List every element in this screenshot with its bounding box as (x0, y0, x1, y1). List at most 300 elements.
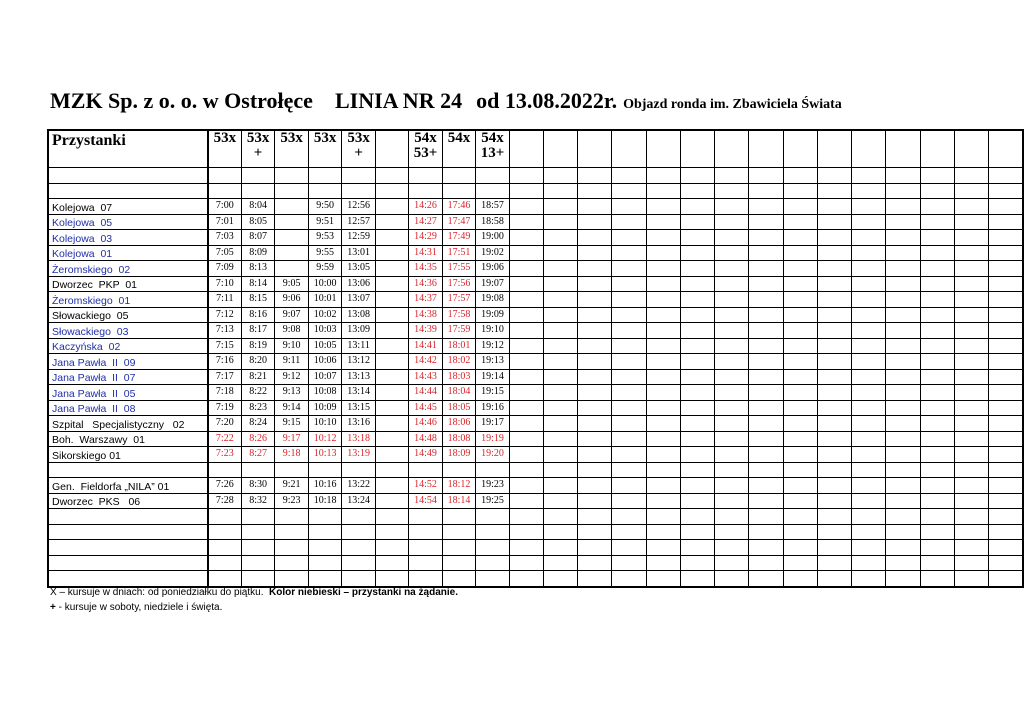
empty-cell (886, 478, 920, 494)
empty-cell (783, 354, 817, 370)
empty-cell (308, 168, 342, 184)
empty-cell (783, 400, 817, 416)
departure-time: 14:37 (409, 292, 443, 308)
empty-cell (646, 338, 680, 354)
empty-cell (680, 354, 714, 370)
empty-cell (920, 214, 954, 230)
empty-cell (954, 447, 988, 463)
empty-cell (715, 478, 749, 494)
departure-time: 18:06 (442, 416, 476, 432)
empty-cell (749, 199, 783, 215)
course-column-header: 53x + (342, 130, 376, 168)
empty-cell (612, 369, 646, 385)
empty-cell (544, 385, 578, 401)
course-column-header (886, 130, 920, 168)
empty-cell (852, 261, 886, 277)
empty-cell (612, 478, 646, 494)
empty-cell (578, 431, 612, 447)
departure-time: 8:14 (241, 276, 275, 292)
empty-cell (954, 245, 988, 261)
empty-cell (715, 509, 749, 525)
legend-color-note: Kolor niebieski – przystanki na żądanie. (269, 587, 458, 598)
stop-name: Jana Pawła II 07 (48, 369, 208, 385)
empty-cell (989, 168, 1023, 184)
empty-cell (646, 447, 680, 463)
empty-cell (578, 400, 612, 416)
departure-time: 19:10 (476, 323, 510, 339)
empty-cell (208, 168, 242, 184)
empty-cell (409, 509, 443, 525)
empty-cell (578, 524, 612, 540)
departure-time (375, 292, 408, 308)
departure-time: 14:26 (409, 199, 443, 215)
empty-cell (342, 509, 376, 525)
empty-cell (852, 431, 886, 447)
empty-cell (920, 261, 954, 277)
empty-cell (989, 462, 1023, 478)
empty-cell (509, 462, 543, 478)
departure-time (375, 493, 408, 509)
departure-time: 8:32 (241, 493, 275, 509)
stop-row (48, 431, 1023, 447)
empty-cell (680, 245, 714, 261)
empty-cell (544, 555, 578, 571)
empty-cell (817, 230, 851, 246)
departure-time: 7:20 (208, 416, 242, 432)
departure-time: 14:46 (409, 416, 443, 432)
empty-cell (886, 416, 920, 432)
empty-cell (715, 385, 749, 401)
empty-cell (989, 416, 1023, 432)
empty-cell (989, 493, 1023, 509)
empty-cell (989, 509, 1023, 525)
empty-cell (749, 509, 783, 525)
empty-cell (817, 323, 851, 339)
empty-cell (612, 168, 646, 184)
empty-cell (476, 168, 510, 184)
departure-time: 14:45 (409, 400, 443, 416)
departure-time: 8:26 (241, 431, 275, 447)
empty-cell (817, 292, 851, 308)
empty-cell (680, 447, 714, 463)
departure-time: 13:19 (342, 447, 376, 463)
stop-row (48, 493, 1023, 509)
empty-cell (509, 168, 543, 184)
empty-cell (817, 245, 851, 261)
empty-cell (749, 338, 783, 354)
legend-line-weekdays (50, 585, 458, 600)
legend (50, 585, 458, 615)
empty-cell (544, 540, 578, 556)
empty-cell (646, 385, 680, 401)
course-column-header: 53x (208, 130, 242, 168)
empty-cell (783, 478, 817, 494)
empty-cell (852, 307, 886, 323)
empty-cell (920, 447, 954, 463)
departure-time: 8:15 (241, 292, 275, 308)
departure-time: 19:25 (476, 493, 510, 509)
empty-cell (544, 261, 578, 277)
empty-cell (544, 571, 578, 587)
empty-cell (578, 509, 612, 525)
stop-name: Kolejowa 03 (48, 230, 208, 246)
departure-time: 8:22 (241, 385, 275, 401)
departure-time: 14:44 (409, 385, 443, 401)
departure-time: 8:30 (241, 478, 275, 494)
empty-cell (715, 462, 749, 478)
stop-row (48, 214, 1023, 230)
departure-time: 9:21 (275, 478, 309, 494)
departure-time: 9:12 (275, 369, 309, 385)
empty-cell (375, 509, 408, 525)
empty-cell (954, 509, 988, 525)
empty-cell (578, 462, 612, 478)
empty-cell (886, 323, 920, 339)
empty-cell (578, 199, 612, 215)
empty-cell (886, 369, 920, 385)
empty-cell (442, 524, 476, 540)
empty-cell (509, 230, 543, 246)
departure-time: 13:16 (342, 416, 376, 432)
departure-time: 9:06 (275, 292, 309, 308)
departure-time (275, 230, 309, 246)
empty-cell (886, 307, 920, 323)
empty-cell (680, 540, 714, 556)
empty-cell (817, 400, 851, 416)
empty-cell (989, 292, 1023, 308)
empty-cell (342, 540, 376, 556)
empty-cell (749, 540, 783, 556)
departure-time: 9:23 (275, 493, 309, 509)
empty-cell (509, 431, 543, 447)
empty-cell (715, 323, 749, 339)
empty-cell (578, 276, 612, 292)
empty-cell (989, 183, 1023, 199)
course-column-header (646, 130, 680, 168)
departure-time: 10:05 (308, 338, 342, 354)
empty-cell (920, 571, 954, 587)
stop-name: Jana Pawła II 05 (48, 385, 208, 401)
empty-cell (920, 385, 954, 401)
stop-row (48, 276, 1023, 292)
departure-time (342, 462, 376, 478)
course-column-header: 53x (308, 130, 342, 168)
empty-cell (509, 478, 543, 494)
empty-cell (852, 354, 886, 370)
departure-time: 9:18 (275, 447, 309, 463)
departure-time: 18:02 (442, 354, 476, 370)
departure-time: 13:05 (342, 261, 376, 277)
empty-cell (48, 509, 208, 525)
departure-time: 10:00 (308, 276, 342, 292)
course-column-header (749, 130, 783, 168)
empty-cell (749, 462, 783, 478)
empty-cell (612, 245, 646, 261)
departure-time (375, 416, 408, 432)
empty-cell (749, 400, 783, 416)
empty-cell (509, 323, 543, 339)
empty-cell (749, 493, 783, 509)
departure-time: 7:11 (208, 292, 242, 308)
empty-cell (749, 183, 783, 199)
departure-time: 14:41 (409, 338, 443, 354)
stop-name: Kaczyńska 02 (48, 338, 208, 354)
empty-cell (989, 323, 1023, 339)
departure-time: 13:18 (342, 431, 376, 447)
empty-cell (715, 369, 749, 385)
empty-cell (989, 369, 1023, 385)
empty-cell (578, 230, 612, 246)
empty-cell (680, 509, 714, 525)
departure-time: 10:16 (308, 478, 342, 494)
course-column-header (989, 130, 1023, 168)
empty-cell (817, 524, 851, 540)
empty-cell (680, 338, 714, 354)
empty-cell (578, 338, 612, 354)
departure-time: 7:26 (208, 478, 242, 494)
empty-cell (646, 369, 680, 385)
empty-cell (817, 462, 851, 478)
empty-cell (954, 555, 988, 571)
empty-cell (749, 323, 783, 339)
empty-cell (749, 385, 783, 401)
empty-cell (817, 276, 851, 292)
empty-cell (612, 524, 646, 540)
blank-row (48, 509, 1023, 525)
empty-cell (544, 524, 578, 540)
empty-cell (817, 509, 851, 525)
departure-time: 13:13 (342, 369, 376, 385)
empty-cell (680, 524, 714, 540)
empty-cell (920, 168, 954, 184)
stop-row (48, 354, 1023, 370)
empty-cell (920, 292, 954, 308)
departure-time: 13:09 (342, 323, 376, 339)
empty-cell (954, 323, 988, 339)
departure-time: 19:02 (476, 245, 510, 261)
empty-cell (886, 338, 920, 354)
stop-name: Kolejowa 07 (48, 199, 208, 215)
empty-cell (646, 431, 680, 447)
empty-cell (852, 555, 886, 571)
empty-cell (646, 509, 680, 525)
empty-cell (852, 478, 886, 494)
empty-cell (783, 261, 817, 277)
empty-cell (954, 571, 988, 587)
course-column-header (509, 130, 543, 168)
empty-cell (578, 369, 612, 385)
empty-cell (680, 230, 714, 246)
departure-time: 8:13 (241, 261, 275, 277)
empty-cell (578, 540, 612, 556)
empty-cell (954, 230, 988, 246)
empty-cell (680, 416, 714, 432)
departure-time: 8:04 (241, 199, 275, 215)
empty-cell (476, 555, 510, 571)
empty-cell (578, 555, 612, 571)
departure-time: 7:28 (208, 493, 242, 509)
empty-cell (208, 540, 242, 556)
empty-cell (954, 338, 988, 354)
departure-time (275, 245, 309, 261)
empty-cell (989, 230, 1023, 246)
empty-cell (612, 354, 646, 370)
departure-time: 14:48 (409, 431, 443, 447)
empty-cell (646, 493, 680, 509)
empty-cell (715, 354, 749, 370)
empty-cell (715, 199, 749, 215)
empty-cell (749, 555, 783, 571)
empty-cell (544, 431, 578, 447)
departure-time (409, 462, 443, 478)
empty-cell (544, 214, 578, 230)
stop-row (48, 307, 1023, 323)
empty-cell (749, 447, 783, 463)
departure-time: 8:24 (241, 416, 275, 432)
departure-time: 19:08 (476, 292, 510, 308)
empty-cell (954, 416, 988, 432)
empty-cell (920, 307, 954, 323)
empty-cell (342, 555, 376, 571)
empty-cell (48, 183, 208, 199)
departure-time: 7:18 (208, 385, 242, 401)
empty-cell (578, 571, 612, 587)
empty-cell (989, 354, 1023, 370)
departure-time: 8:21 (241, 369, 275, 385)
empty-cell (680, 571, 714, 587)
empty-cell (544, 230, 578, 246)
empty-cell (48, 524, 208, 540)
empty-cell (442, 555, 476, 571)
empty-cell (817, 416, 851, 432)
empty-cell (646, 183, 680, 199)
empty-cell (783, 385, 817, 401)
empty-cell (509, 338, 543, 354)
empty-cell (715, 524, 749, 540)
empty-cell (920, 369, 954, 385)
departure-time: 13:14 (342, 385, 376, 401)
departure-time (375, 214, 408, 230)
empty-cell (509, 509, 543, 525)
empty-cell (920, 245, 954, 261)
empty-cell (989, 276, 1023, 292)
empty-cell (783, 493, 817, 509)
blank-row (48, 524, 1023, 540)
empty-cell (886, 431, 920, 447)
empty-cell (544, 416, 578, 432)
empty-cell (954, 307, 988, 323)
empty-cell (886, 524, 920, 540)
empty-cell (646, 400, 680, 416)
empty-cell (308, 509, 342, 525)
blank-row (48, 540, 1023, 556)
empty-cell (886, 245, 920, 261)
empty-cell (852, 400, 886, 416)
empty-cell (509, 276, 543, 292)
empty-cell (509, 292, 543, 308)
departure-time: 12:56 (342, 199, 376, 215)
empty-cell (954, 462, 988, 478)
empty-cell (578, 168, 612, 184)
empty-cell (680, 323, 714, 339)
empty-cell (612, 323, 646, 339)
departure-time: 19:07 (476, 276, 510, 292)
empty-cell (749, 416, 783, 432)
empty-cell (509, 400, 543, 416)
departure-time (375, 230, 408, 246)
empty-cell (954, 385, 988, 401)
empty-cell (48, 168, 208, 184)
empty-cell (783, 431, 817, 447)
empty-cell (646, 199, 680, 215)
empty-cell (886, 168, 920, 184)
empty-cell (241, 524, 275, 540)
empty-cell (989, 478, 1023, 494)
empty-cell (920, 230, 954, 246)
departure-time: 13:15 (342, 400, 376, 416)
empty-cell (409, 555, 443, 571)
empty-cell (509, 245, 543, 261)
departure-time: 10:01 (308, 292, 342, 308)
departure-time: 19:17 (476, 416, 510, 432)
empty-cell (954, 478, 988, 494)
empty-cell (852, 168, 886, 184)
empty-cell (886, 400, 920, 416)
blank-row (48, 183, 1023, 199)
stop-row (48, 416, 1023, 432)
empty-cell (612, 307, 646, 323)
empty-cell (817, 493, 851, 509)
empty-cell (275, 555, 309, 571)
departure-time: 17:59 (442, 323, 476, 339)
departure-time: 17:47 (442, 214, 476, 230)
empty-cell (920, 416, 954, 432)
departure-time: 18:09 (442, 447, 476, 463)
empty-cell (275, 168, 309, 184)
departure-time: 19:06 (476, 261, 510, 277)
empty-cell (612, 261, 646, 277)
departure-time: 12:57 (342, 214, 376, 230)
course-column-header: 53x + (241, 130, 275, 168)
empty-cell (544, 509, 578, 525)
departure-time: 7:03 (208, 230, 242, 246)
course-column-header (375, 130, 408, 168)
departure-time: 9:08 (275, 323, 309, 339)
departure-time: 19:15 (476, 385, 510, 401)
empty-cell (749, 307, 783, 323)
empty-cell (749, 431, 783, 447)
empty-cell (680, 183, 714, 199)
empty-cell (749, 245, 783, 261)
empty-cell (817, 214, 851, 230)
stop-row (48, 199, 1023, 215)
empty-cell (954, 431, 988, 447)
empty-cell (817, 555, 851, 571)
empty-cell (509, 416, 543, 432)
empty-cell (852, 416, 886, 432)
empty-cell (817, 338, 851, 354)
departure-time: 19:12 (476, 338, 510, 354)
empty-cell (852, 183, 886, 199)
departure-time (275, 261, 309, 277)
empty-cell (783, 292, 817, 308)
course-column-header (715, 130, 749, 168)
empty-cell (509, 354, 543, 370)
stop-row (48, 338, 1023, 354)
empty-cell (886, 540, 920, 556)
departure-time: 8:27 (241, 447, 275, 463)
empty-cell (954, 199, 988, 215)
